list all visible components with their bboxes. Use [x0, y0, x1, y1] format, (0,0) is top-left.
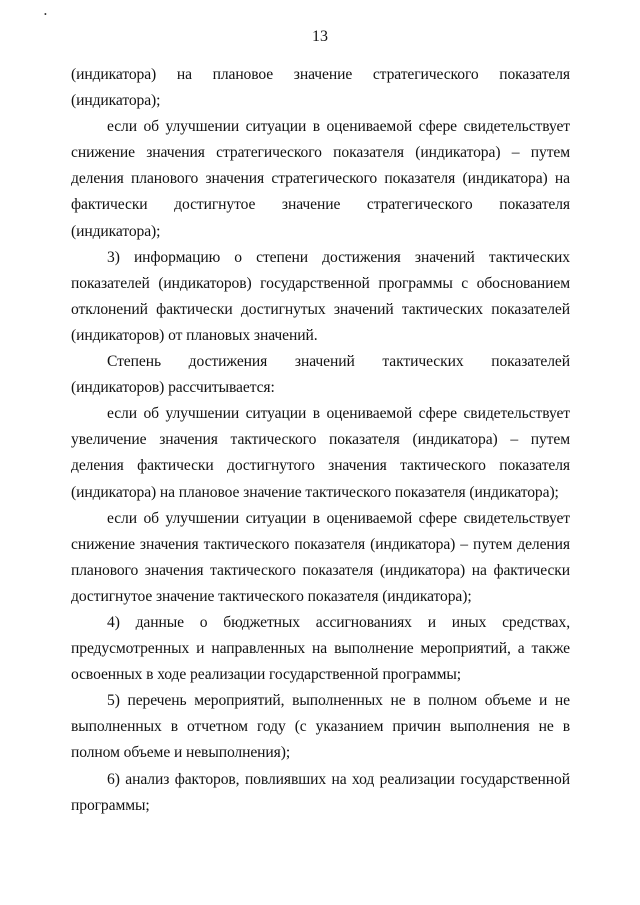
text-line: если об улучшении ситуации в оцениваемой сфере свидетельствует [107, 118, 570, 136]
text-line: показателей (индикаторов) государственной программы с обоснованием [71, 274, 570, 292]
text-line: 6) анализ факторов, повлиявших на ход реализации государственной [107, 770, 570, 788]
text-line: планового значения тактического показателя (индикатора) на фактически [71, 561, 570, 579]
text-line: увеличение значения тактического показателя (индикатора) – путем [71, 431, 570, 449]
page-number: 13 [312, 28, 328, 45]
text-line: деления планового значения стратегического показателя (индикатора) на [71, 170, 570, 188]
text-line: деления фактически достигнутого значения тактического показателя [71, 457, 570, 475]
paragraph [71, 506, 570, 610]
paragraph [71, 349, 570, 401]
text-line: снижение значения тактического показателя (индикатора) – путем деления [71, 535, 570, 553]
text-line: если об улучшении ситуации в оцениваемой сфере свидетельствует [107, 405, 570, 423]
text-line: выполненных в отчетном году (с указанием причин выполнения не в [71, 718, 570, 736]
document-body [71, 62, 570, 819]
text-line: снижение значения стратегического показателя (индикатора) – путем [71, 144, 570, 162]
text-line: (индикаторов) от плановых значений. [71, 326, 318, 344]
text-line: (индикатора) на плановое значение тактического показателя (индикатора); [71, 483, 559, 501]
text-line: 5) перечень мероприятий, выполненных не в полном объеме и не [107, 692, 570, 710]
text-line: если об улучшении ситуации в оцениваемой сфере свидетельствует [107, 509, 570, 527]
text-line: (индикатора) на плановое значение стратегического показателя [71, 66, 570, 83]
paragraph [71, 610, 570, 688]
text-line: 3) информацию о степени достижения значений тактических [107, 248, 570, 266]
text-line: (индикатора); [71, 222, 161, 240]
paragraph [71, 401, 570, 505]
text-line: Степень достижения значений тактических показателей [107, 353, 570, 371]
text-line: достигнутое значение тактического показателя (индикатора); [71, 587, 472, 605]
text-line: отклонений фактически достигнутых значений тактических показателей [71, 300, 570, 318]
text-line: программы; [71, 796, 150, 814]
text-line: (индикаторов) рассчитывается: [71, 379, 275, 397]
text-line: фактически достигнутое значение стратегического показателя [71, 196, 570, 214]
paragraph [71, 245, 570, 349]
paragraph [71, 114, 570, 244]
text-line: освоенных в ходе реализации государственной программы; [71, 666, 462, 684]
text-line: (индикатора); [71, 92, 161, 110]
scan-mark: • [44, 10, 47, 19]
text-line: полном объеме и невыполнения); [71, 744, 291, 762]
text-line: предусмотренных и направленных на выполнение мероприятий, а также [71, 640, 570, 658]
paragraph [71, 688, 570, 766]
paragraph [71, 62, 570, 114]
paragraph [71, 767, 570, 819]
text-line: 4) данные о бюджетных ассигнованиях и иных средствах, [107, 613, 570, 631]
